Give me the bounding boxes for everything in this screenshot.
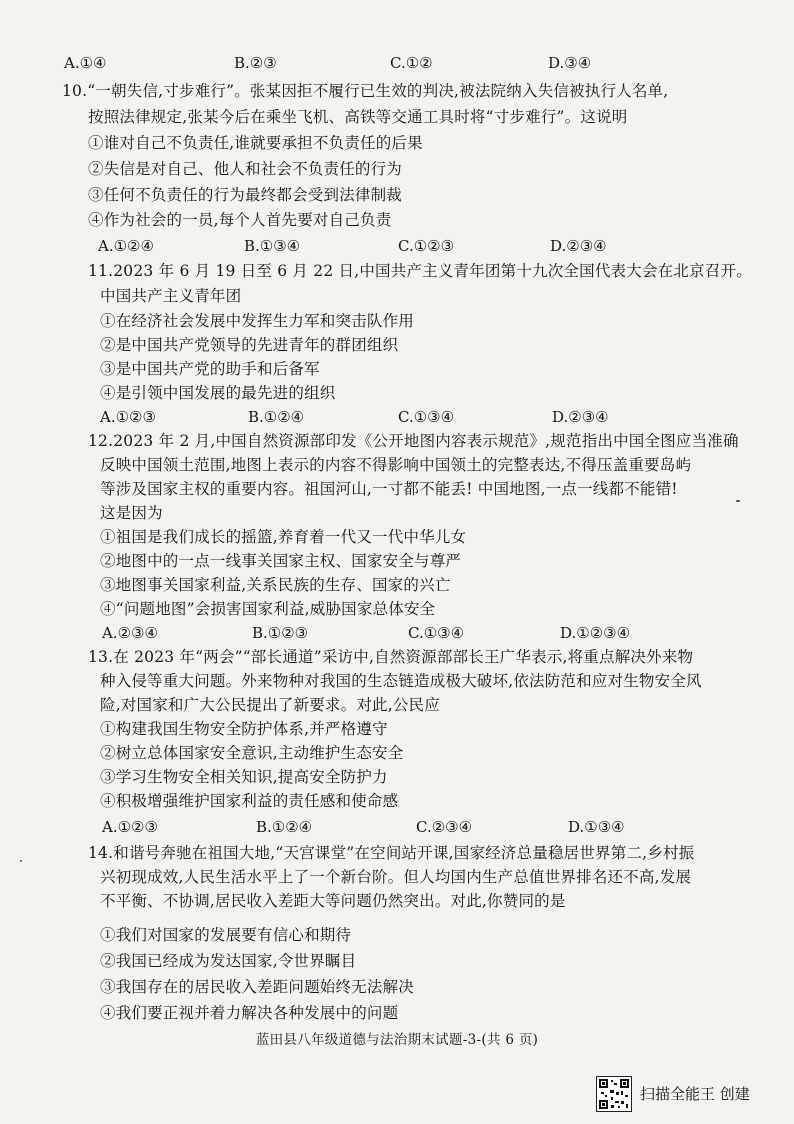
option-b: B.①②③: [252, 624, 309, 642]
option-c: C.①②: [390, 54, 433, 72]
statement-3: ③我国存在的居民收入差距问题始终无法解决: [100, 978, 415, 996]
question-stem-line: 这是因为: [100, 504, 163, 522]
question-stem-line: 种入侵等重大问题。外来物种对我国的生态链造成极大破坏,依法防范和应对生物安全风: [100, 672, 702, 690]
statement-3: ③任何不负责任的行为最终都会受到法律制裁: [88, 186, 403, 204]
question-stem-line: 中国共产主义青年团: [100, 287, 242, 305]
statement-2: ②树立总体国家安全意识,主动维护生态安全: [100, 744, 404, 762]
question-stem-line: 险,对国家和广大公民提出了新要求。对此,公民应: [100, 696, 440, 714]
option-b: B.①②④: [256, 818, 313, 836]
statement-1: ①在经济社会发展中发挥生力军和突击队作用: [100, 312, 415, 330]
statement-2: ②我国已经成为发达国家,令世界瞩目: [100, 952, 357, 970]
option-c: C.①③④: [408, 624, 465, 642]
statement-3: ③地图事关国家利益,关系民族的生存、国家的兴亡: [100, 576, 451, 594]
option-a: A.①④: [64, 54, 107, 72]
question-stem-line: 12.2023 年 2 月,中国自然资源部印发《公开地图内容表示规范》,规范指出中国全图应当准确: [88, 432, 739, 450]
option-d: D.③④: [548, 54, 592, 72]
statement-4: ④“问题地图”会损害国家利益,威胁国家总体安全: [100, 600, 436, 618]
statement-4: ④积极增强维护国家利益的责任感和使命感: [100, 792, 399, 810]
question-stem-line: 不平衡、不协调,居民收入差距大等问题仍然突出。对此,你赞同的是: [100, 892, 566, 910]
question-stem-line: 兴初现成效,人民生活水平上了一个新台阶。但人均国内生产总值世界排名还不高,发展: [100, 868, 692, 886]
scanner-label: 扫描全能王 创建: [640, 1085, 750, 1103]
statement-3: ③学习生物安全相关知识,提高安全防护力: [100, 768, 388, 786]
scan-speck: [20, 860, 22, 862]
option-b: B.②③: [234, 54, 277, 72]
statement-2: ②地图中的一点一线事关国家主权、国家安全与尊严: [100, 552, 462, 570]
option-a: A.①②③: [102, 818, 158, 836]
option-b: B.①③④: [244, 237, 301, 255]
option-d: D.①③④: [568, 818, 625, 836]
statement-4: ④作为社会的一员,每个人首先要对自己负责: [88, 211, 392, 229]
statement-1: ①祖国是我们成长的摇篮,养育着一代又一代中华儿女: [100, 528, 467, 546]
option-a: A.②③④: [102, 624, 158, 642]
page-footer: 蓝田县八年级道德与法治期末试题-3-(共 6 页): [255, 1032, 539, 1048]
question-stem-line: 13.在 2023 年“两会”“部长通道”采访中,自然资源部部长王广华表示,将重点解决外来物: [88, 648, 694, 666]
question-stem-line: 11.2023 年 6 月 19 日至 6 月 22 日,中国共产主义青年团第十九次全国代表大会在北京召开。: [88, 262, 752, 280]
option-d: D.②③④: [550, 237, 607, 255]
option-c: C.①③④: [398, 408, 455, 426]
statement-4: ④是引领中国发展的最先进的组织: [100, 384, 336, 402]
option-d: D.②③④: [552, 408, 609, 426]
statement-2: ②是中国共产党领导的先进青年的群团组织: [100, 336, 399, 354]
question-stem-line: 14.和谐号奔驰在祖国大地,“天宫课堂”在空间站开课,国家经济总量稳居世界第二,乡村振: [88, 844, 695, 862]
scanner-watermark: [596, 1076, 776, 1116]
option-d: D.①②③④: [560, 624, 631, 642]
statement-1: ①我们对国家的发展要有信心和期待: [100, 926, 352, 944]
statement-2: ②失信是对自己、他人和社会不负责任的行为: [88, 160, 403, 178]
question-stem-line: 按照法律规定,张某今后在乘坐飞机、高铁等交通工具时将“寸步难行”。这说明: [88, 108, 628, 126]
statement-3: ③是中国共产党的助手和后备军: [100, 360, 320, 378]
option-a: A.①②④: [98, 237, 154, 255]
qr-code-icon: [596, 1076, 632, 1112]
option-b: B.①②④: [248, 408, 305, 426]
scan-speck: [736, 500, 740, 502]
option-c: C.②③④: [416, 818, 473, 836]
option-a: A.①②③: [100, 408, 156, 426]
question-stem-line: 反映中国领土范围,地图上表示的内容不得影响中国领土的完整表达,不得压盖重要岛屿: [100, 456, 692, 474]
question-stem-line: 10.“一朝失信,寸步难行”。张某因拒不履行已生效的判决,被法院纳入失信被执行人名单,: [62, 82, 669, 100]
question-stem-line: 等涉及国家主权的重要内容。祖国河山,一寸都不能丢! 中国地图,一点一线都不能错!: [100, 480, 678, 498]
statement-4: ④我们要正视并着力解决各种发展中的问题: [100, 1004, 399, 1022]
statement-1: ①谁对自己不负责任,谁就要承担不负责任的后果: [88, 134, 423, 152]
statement-1: ①构建我国生物安全防护体系,并严格遵守: [100, 720, 388, 738]
option-c: C.①②③: [398, 237, 455, 255]
